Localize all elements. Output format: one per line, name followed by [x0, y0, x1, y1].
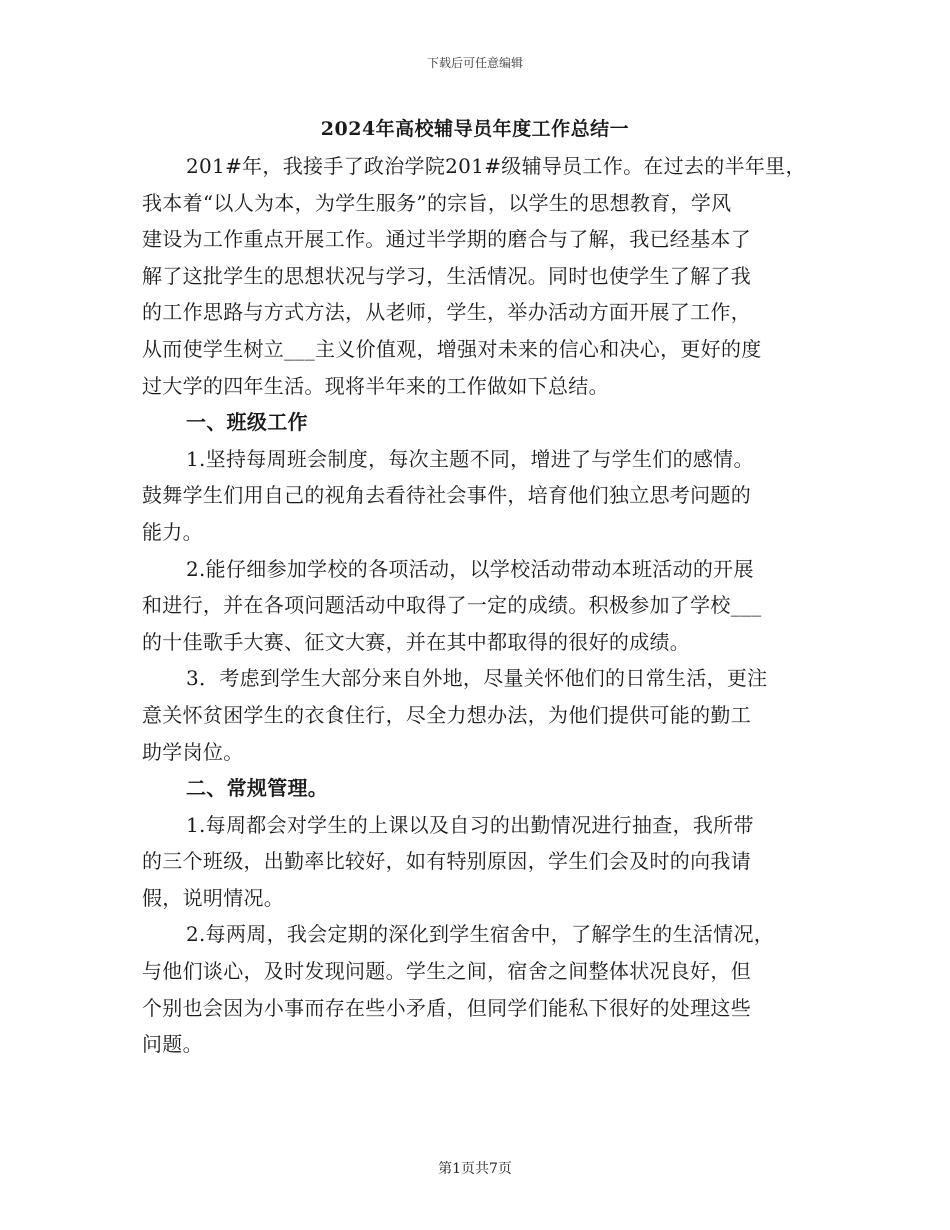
- paragraph-line: 和进行，并在各项问题活动中取得了一定的成绩。积极参加了学校___: [142, 593, 762, 618]
- page-number: 第1页共7页: [438, 1161, 512, 1177]
- paragraph-line: 我本着“以人为本，为学生服务”的宗旨，以学生的思想教育，学风: [142, 190, 732, 215]
- document-title: 2024年高校辅导员年度工作总结一: [320, 118, 630, 140]
- section-heading: 一、班级工作: [186, 410, 308, 435]
- paragraph-line: 能力。: [142, 519, 203, 544]
- paragraph-line: 1.每周都会对学生的上课以及自习的出勤情况进行抽查，我所带: [186, 812, 754, 837]
- paragraph-line: 鼓舞学生们用自己的视角去看待社会事件，培育他们独立思考问题的: [142, 483, 751, 508]
- paragraph-line: 与他们谈心，及时发现问题。学生之间，宿舍之间整体状况良好，但: [142, 959, 751, 984]
- paragraph-line: 问题。: [142, 1032, 203, 1057]
- paragraph-line: 2.能仔细参加学校的各项活动，以学校活动带动本班活动的开展: [186, 556, 754, 581]
- paragraph-line: 的工作思路与方式方法，从老师，学生，举办活动方面开展了工作，: [142, 300, 751, 325]
- paragraph-line: 个别也会因为小事而存在些小矛盾，但同学们能私下很好的处理这些: [142, 995, 751, 1020]
- section-heading: 二、常规管理。: [186, 776, 329, 801]
- paragraph-line: 助学岗位。: [142, 739, 244, 764]
- paragraph-line: 的三个班级，出勤率比较好，如有特别原因，学生们会及时的向我请: [142, 849, 751, 874]
- paragraph-line: 1.坚持每周班会制度，每次主题不同，增进了与学生们的感情。: [186, 446, 754, 471]
- paragraph-line: 2.每两周，我会定期的深化到学生宿舍中，了解学生的生活情况，: [186, 922, 775, 947]
- page-header-note: 下载后可任意编辑: [426, 56, 523, 70]
- paragraph-line: 201#年，我接手了政治学院201#级辅导员工作。在过去的半年里，: [186, 154, 806, 178]
- paragraph-line: 意关怀贫困学生的衣食住行，尽全力想办法，为他们提供可能的勤工: [142, 702, 751, 727]
- paragraph-line: 解了这批学生的思想状况与学习，生活情况。同时也使学生了解了我: [142, 263, 751, 288]
- paragraph-line: 过大学的四年生活。现将半年来的工作做如下总结。: [142, 373, 609, 398]
- paragraph-line: 从而使学生树立___主义价值观，增强对未来的信心和决心，更好的度: [142, 336, 762, 361]
- paragraph-line: 假，说明情况。: [142, 885, 285, 910]
- paragraph-line: 建设为工作重点开展工作。通过半学期的磨合与了解，我已经基本了: [142, 227, 751, 252]
- paragraph-line: 的十佳歌手大赛、征文大赛，并在其中都取得的很好的成绩。: [142, 629, 691, 654]
- document-body: [142, 148, 810, 1063]
- paragraph-line: 3．考虑到学生大部分来自外地，尽量关怀他们的日常生活，更注: [186, 666, 768, 691]
